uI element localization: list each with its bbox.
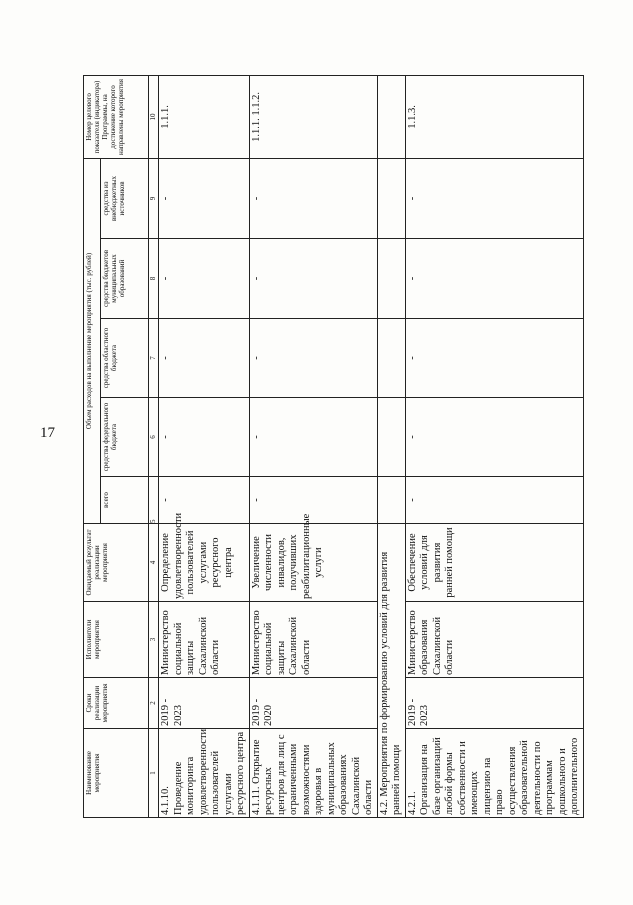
header-indicator: Номер целевого показателя (индикатора) Программы, на достижение которого направлены мероприятия [84, 75, 149, 158]
section-title: 4.2. Мероприятия по формированию условий для развития ранней помощи [377, 524, 405, 818]
row-indicator: 1.1.1. 1.1.2. [249, 75, 377, 158]
row-dates: 2019 - 2023 [405, 678, 583, 729]
page-number: 17 [40, 425, 55, 441]
empty-cell [377, 398, 405, 477]
col-number: 3 [149, 602, 159, 678]
col-number: 4 [149, 524, 159, 602]
header-dates: Сроки реализации мероприятия [84, 678, 149, 729]
row-result: Обеспечение условий для развития ранней помощи [405, 524, 583, 602]
row-dates: 2019 - 2020 [249, 678, 377, 729]
header-executors: Исполнители мероприятия [84, 602, 149, 678]
header-name: Наименование мероприятия [84, 729, 149, 818]
header-municipal: средства бюджетов муниципальных образований [101, 239, 149, 319]
table-row [405, 75, 583, 817]
col-number: 9 [149, 158, 159, 238]
row-federal: - [159, 398, 250, 477]
row-result: Определение удовлетворенности пользователей услугами ресурсного центра [159, 524, 250, 602]
row-executors: Министерство социальной защиты Сахалинской области [249, 602, 377, 678]
row-executors: Министерство образования Сахалинской области [405, 602, 583, 678]
header-federal: средства федерального бюджета [101, 398, 149, 477]
header-total: всего [101, 477, 149, 524]
row-federal: - [249, 398, 377, 477]
col-number: 1 [149, 729, 159, 818]
row-offbudget: - [249, 158, 377, 238]
row-executors: Министерство социальной защиты Сахалинской области [159, 602, 250, 678]
row-regional: - [405, 319, 583, 398]
empty-cell [377, 75, 405, 158]
header-offbudget: средства из внебюджетных источников [101, 158, 149, 238]
col-number: 8 [149, 239, 159, 319]
empty-cell [377, 239, 405, 319]
row-name: 4.1.11. Открытие ресурсных центров для лиц с ограниченными возможностями здоровья в муниципальных образованиях Сахалинской области [249, 729, 377, 818]
row-name: 4.2.1. Организация на базе организаций любой формы собственности и имеющих лицензию на право осуществления образовательной деятельности по программам дошкольного и дополнительного [405, 729, 583, 818]
row-municipal: - [405, 239, 583, 319]
empty-cell [377, 477, 405, 524]
row-regional: - [249, 319, 377, 398]
empty-cell [377, 158, 405, 238]
row-name: 4.1.10. Проведение мониторинга удовлетворенности пользователей услугами ресурсного центра [159, 729, 250, 818]
table-row [159, 75, 250, 817]
rotated-table-container [83, 76, 610, 818]
col-number: 2 [149, 678, 159, 729]
empty-cell [377, 319, 405, 398]
program-measures-table [83, 75, 584, 818]
header-row-1 [84, 75, 101, 817]
section-row [377, 75, 405, 817]
row-indicator: 1.1.1. [159, 75, 250, 158]
row-result: Увеличение численности инвалидов, получивших реабилитационные услуги [249, 524, 377, 602]
row-municipal: - [159, 239, 250, 319]
row-total: - [249, 477, 377, 524]
col-number: 6 [149, 398, 159, 477]
col-number: 7 [149, 319, 159, 398]
header-regional: средства областного бюджета [101, 319, 149, 398]
row-total: - [159, 477, 250, 524]
header-result: Ожидаемый результат реализации мероприятия [84, 524, 149, 602]
row-total: - [405, 477, 583, 524]
row-offbudget: - [405, 158, 583, 238]
row-dates: 2019 - 2023 [159, 678, 250, 729]
column-number-row [149, 75, 159, 817]
row-indicator: 1.1.3. [405, 75, 583, 158]
row-offbudget: - [159, 158, 250, 238]
row-federal: - [405, 398, 583, 477]
table-row [249, 75, 377, 817]
row-municipal: - [249, 239, 377, 319]
header-volume: Объем расходов на выполнение мероприятия (тыс. рублей) [84, 158, 101, 523]
col-number: 5 [149, 477, 159, 524]
col-number: 10 [149, 75, 159, 158]
row-regional: - [159, 319, 250, 398]
